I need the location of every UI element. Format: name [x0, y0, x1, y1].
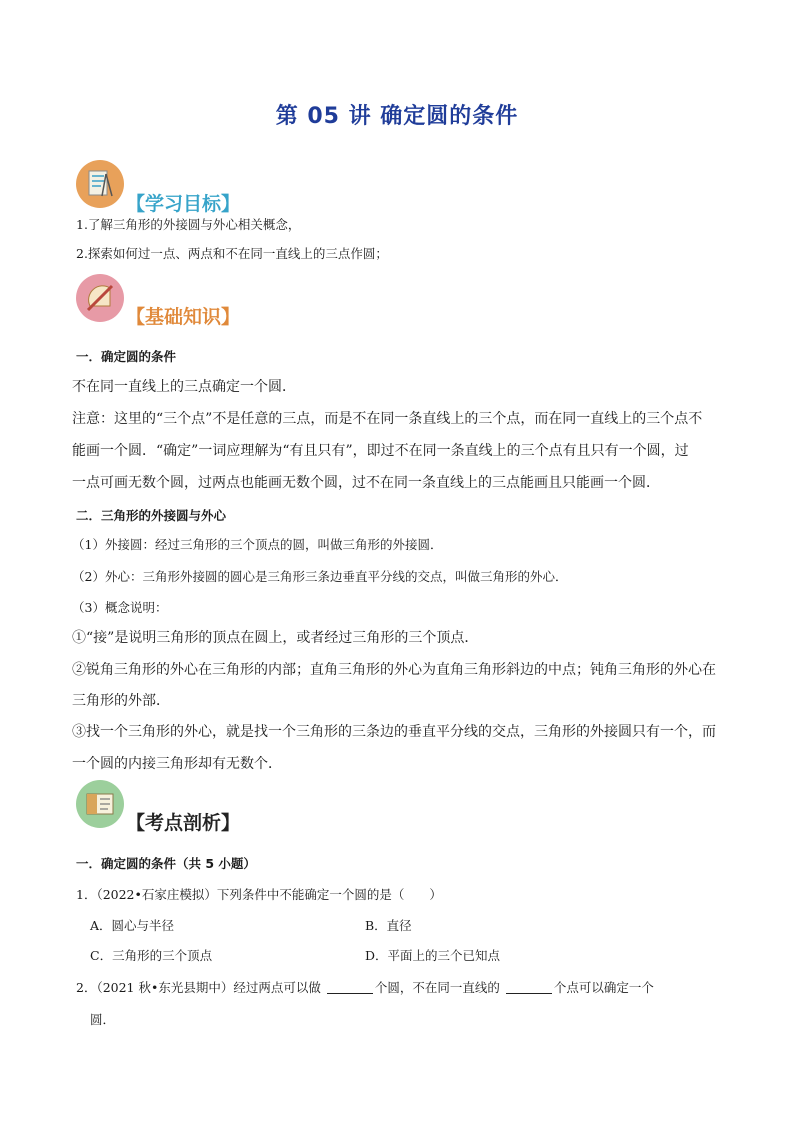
question-number: 1．	[76, 887, 97, 902]
question-text: 个点可以确定一个	[553, 980, 654, 995]
question-source: （2022•石家庄模拟）	[96, 887, 217, 902]
paragraph-line: 三角形的外部．	[72, 693, 170, 709]
paragraph-line: （3）概念说明：	[72, 600, 168, 615]
paragraph-line: ①“接”是说明三角形的顶点在圆上，或者经过三角形的三个顶点．	[72, 630, 479, 646]
question-text: 经过两点可以做	[233, 980, 321, 995]
question-text: 下列条件中不能确定一个圆的是（ ）	[216, 887, 442, 902]
section-heading-analysis: 【考点剖析】	[126, 812, 241, 834]
paragraph-line: 不在同一直线上的三点确定一个圆．	[72, 379, 296, 395]
paragraph-line: ②锐角三角形的外心在三角形的内部；直角三角形的外心为直角三角形斜边的中点；钝角三角形的外心在	[72, 662, 716, 678]
subheading: 二．三角形的外接圆与外心	[76, 508, 227, 523]
paragraph-line: 能画一个圆．“确定”一词应理解为“有且只有”，即过不在同一条直线上的三个点有且只有一个圆，过	[72, 443, 689, 459]
option-d: D．平面上的三个已知点	[365, 948, 501, 963]
question-2	[76, 978, 654, 998]
answer-blank[interactable]	[327, 979, 373, 994]
paragraph-line: 一点可画无数个圆，过两点也能画无数个圆，过不在同一条直线上的三点能画且只能画一个圆．	[72, 475, 660, 491]
subheading: 一．确定圆的条件（共 5 小题）	[76, 856, 256, 871]
paragraph-line: （2）外心：三角形外接圆的圆心是三角形三条边垂直平分线的交点，叫做三角形的外心．	[72, 569, 568, 584]
question-source: （2021 秋•东光县期中）	[96, 980, 234, 995]
page-title: 第 05 讲 确定圆的条件	[275, 104, 519, 129]
option-b: B．直径	[365, 918, 412, 933]
answer-blank[interactable]	[506, 979, 552, 994]
book-icon	[76, 780, 124, 828]
section-heading-goals: 【学习目标】	[126, 193, 241, 215]
question-text: 个圆，不在同一直线的	[374, 980, 500, 995]
protractor-icon	[76, 274, 124, 322]
question-number: 2．	[76, 980, 97, 995]
question-text: 圆．	[90, 1012, 116, 1027]
paragraph-line: 一个圆的内接三角形却有无数个．	[72, 756, 282, 772]
section-heading-basics: 【基础知识】	[126, 306, 241, 328]
notebook-icon	[76, 160, 124, 208]
option-a: A．圆心与半径	[90, 918, 175, 933]
goal-item: 2.探索如何过一点、两点和不在同一直线上的三点作圆；	[76, 246, 388, 261]
question-1	[76, 885, 442, 905]
paragraph-line: （1）外接圆：经过三角形的三个顶点的圆，叫做三角形的外接圆．	[72, 537, 443, 552]
option-c: C．三角形的三个顶点	[90, 948, 213, 963]
goal-item: 1.了解三角形的外接圆与外心相关概念，	[76, 217, 301, 232]
paragraph-line: ③找一个三角形的外心，就是找一个三角形的三条边的垂直平分线的交点，三角形的外接圆只有一个，而	[72, 724, 716, 740]
subheading: 一．确定圆的条件	[76, 349, 177, 364]
paragraph-line: 注意：这里的“三个点”不是任意的三点，而是不在同一条直线上的三个点，而在同一直线上的三个点不	[72, 411, 703, 427]
